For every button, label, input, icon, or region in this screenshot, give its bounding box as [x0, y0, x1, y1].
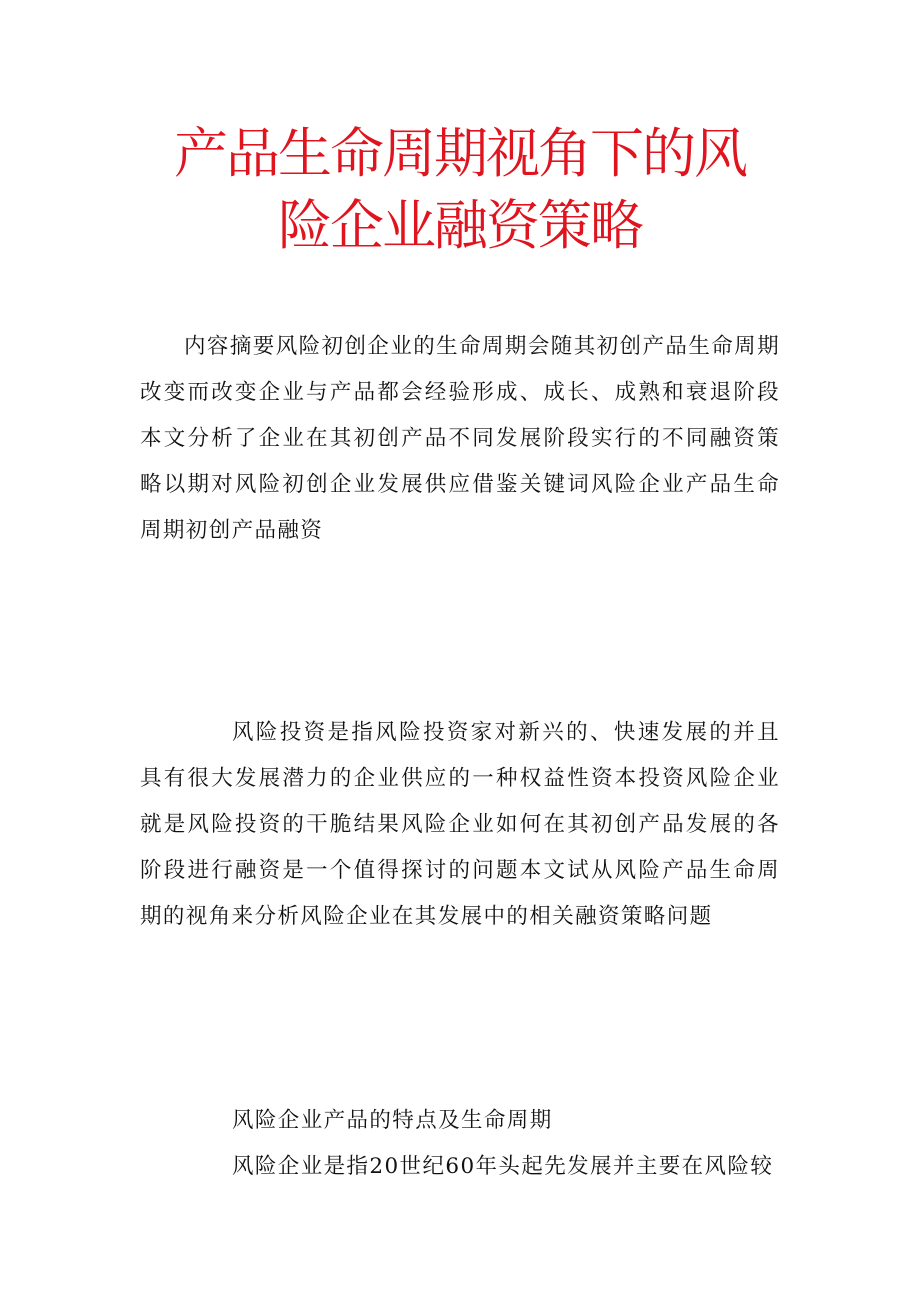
- intro-paragraph: 风险投资是指风险投资家对新兴的、快速发展的并且具有很大发展潜力的企业供应的一种权益性资本投资风险企业就是风险投资的干脆结果风险企业如何在其初创产品发展的各阶段进行融资是一个值得探讨的问题本文试从风险产品生命周期的视角来分析风险企业在其发展中的相关融资策略问题: [140, 720, 780, 929]
- section-first-line: 风险企业是指20世纪60年头起先发展并主要在风险较: [232, 1154, 774, 1179]
- document-title: [140, 118, 780, 262]
- title-line-1: 产品生命周期视角下的风: [174, 122, 746, 185]
- abstract-paragraph: 内容摘要风险初创企业的生命周期会随其初创产品生命周期改变而改变企业与产品都会经验形成、成长、成熟和衰退阶段本文分析了企业在其初创产品不同发展阶段实行的不同融资策略以期对风险初创企业发展供应借鉴关键词风险企业产品生命周期初创产品融资: [140, 334, 780, 543]
- section-heading: 风险企业产品的特点及生命周期: [232, 1108, 553, 1133]
- title-line-2: 险企业融资策略: [278, 194, 642, 257]
